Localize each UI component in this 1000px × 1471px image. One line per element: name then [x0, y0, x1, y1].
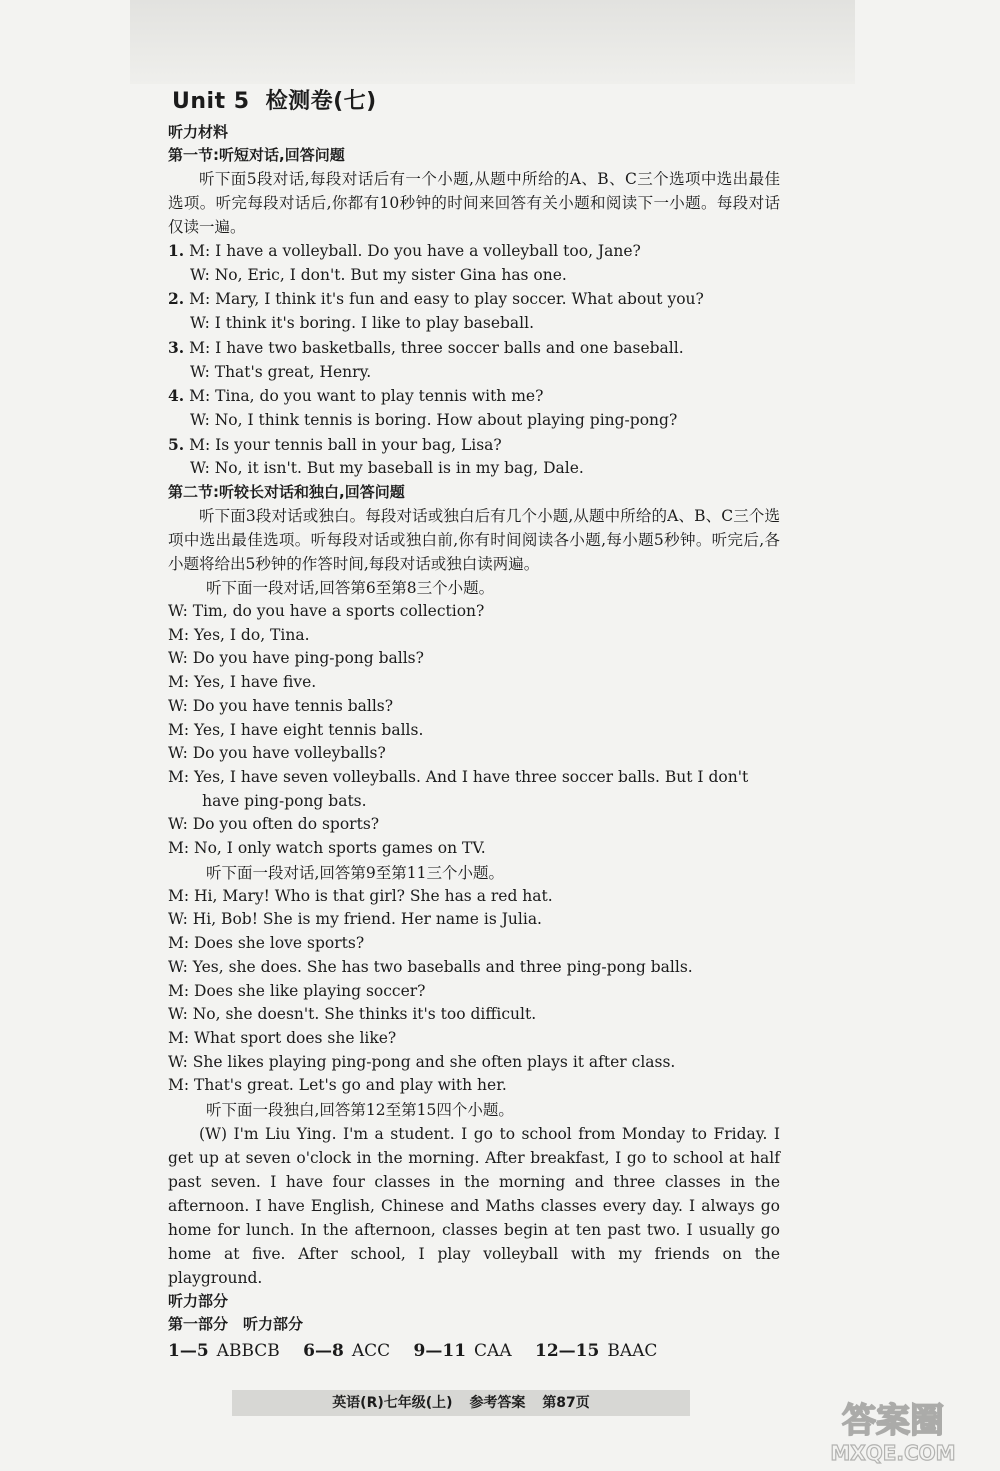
dialog-line: W: Do you have volleyballs?	[168, 744, 386, 763]
dialog-line: W: Tim, do you have a sports collection?	[168, 602, 485, 621]
answer-range: 12—15	[535, 1341, 600, 1362]
part1-instructions: 听下面5段对话,每段对话后有一个小题,从题中所给的A、B、C三个选项中选出最佳选项。听完每段对话后,你都有10秒钟的时间来回答有关小题和阅读下一小题。每段对话仅读一遍。	[168, 170, 780, 236]
dialog2	[168, 885, 780, 1098]
part2-heading: 第二节:听较长对话和独白,回答问题	[168, 483, 405, 502]
dialog-line: W: Yes, she does. She has two baseballs and three ping-pong balls.	[168, 957, 693, 976]
watermark-logo	[808, 1388, 978, 1468]
item-1-m: 1. M: I have a volleyball. Do you have a volleyball too, Jane?	[168, 241, 641, 260]
item-2-m: 2. M: Mary, I think it's fun and easy to play soccer. What about you?	[168, 289, 704, 309]
dialog-line: M: Yes, I do, Tina.	[168, 625, 310, 644]
test-name: 检测卷(七)	[265, 89, 377, 114]
dialog-line: W: No, she doesn't. She thinks it's too difficult.	[168, 1005, 537, 1024]
item-4-w: W: No, I think tennis is boring. How about playing ping-pong?	[190, 410, 678, 429]
footer-doc: 参考答案	[469, 1395, 526, 1411]
answer-page	[168, 84, 780, 1364]
answer-range: 6—8	[303, 1341, 344, 1362]
dialog1-intro: 听下面一段对话,回答第6至第8三个小题。	[206, 579, 495, 598]
item-4-m: 4. M: Tina, do you want to play tennis with me?	[168, 386, 544, 406]
dialog-line: M: Yes, I have eight tennis balls.	[168, 720, 424, 739]
answer-range: 9—11	[413, 1341, 467, 1362]
section-label: 听力材料	[168, 123, 229, 141]
dialog1	[168, 600, 780, 861]
dialog-line: M: That's great. Let's go and play with her.	[168, 1076, 507, 1095]
dialog-line: M: Does she love sports?	[168, 934, 365, 953]
dialog-line: W: Do you have tennis balls?	[168, 696, 394, 715]
svg-text:MXQE.COM: MXQE.COM	[830, 1441, 956, 1465]
answer-value: BAAC	[607, 1341, 658, 1362]
scan-shadow	[130, 0, 855, 84]
answers-section: 听力部分	[168, 1292, 229, 1311]
item-1-w: W: No, Eric, I don't. But my sister Gina has one.	[190, 265, 567, 284]
dialog-line: M: Yes, I have five.	[168, 673, 317, 692]
svg-text:答案圈: 答案圈	[842, 1401, 944, 1441]
item-2-w: W: I think it's boring. I like to play baseball.	[190, 314, 535, 333]
footer-subject: 英语(R)七年级(上)	[332, 1395, 453, 1411]
item-3-w: W: That's great, Henry.	[190, 362, 372, 381]
page-title	[172, 84, 780, 115]
unit-label: Unit 5	[172, 89, 250, 114]
dialog-line: W: Do you often do sports?	[168, 815, 380, 834]
answer-range: 1—5	[168, 1341, 209, 1362]
answer-value: ACC	[351, 1341, 391, 1362]
dialog-line: W: Hi, Bob! She is my friend. Her name is Julia.	[168, 910, 542, 929]
item-5-w: W: No, it isn't. But my baseball is in my bag, Dale.	[190, 459, 584, 478]
answer-value: ABBCB	[216, 1341, 280, 1362]
answers-subsection: 第一部分 听力部分	[168, 1315, 304, 1334]
footer-page: 第87页	[542, 1395, 590, 1411]
part1-heading: 第一节:听短对话,回答问题	[168, 146, 345, 164]
dialog-line: W: Do you have ping-pong balls?	[168, 649, 424, 668]
item-3-m: 3. M: I have two basketballs, three soccer balls and one baseball.	[168, 337, 684, 357]
dialog-line: M: No, I only watch sports games on TV.	[168, 839, 486, 858]
dialog-line: M: What sport does she like?	[168, 1028, 397, 1047]
monologue-intro: 听下面一段独白,回答第12至第15四个小题。	[206, 1101, 514, 1120]
part2-instructions: 听下面3段对话或独白。每段对话或独白后有几个小题,从题中所给的A、B、C三个选项中选出最佳选项。听每段对话或独白前,你有时间阅读各小题,每小题5秒钟。听完后,各小题将给出5秒钟的作答时间,每段对话或独白读两遍。	[168, 507, 780, 574]
dialog-line: M: Yes, I have seven volleyballs. And I have three soccer balls. But I don't have ping-pong bats.	[168, 767, 749, 810]
dialog-line: M: Hi, Mary! Who is that girl? She has a red hat.	[168, 886, 553, 905]
dialog-line: M: Does she like playing soccer?	[168, 981, 426, 1000]
dialog-line: W: She likes playing ping-pong and she often plays it after class.	[168, 1052, 676, 1071]
dialog2-intro: 听下面一段对话,回答第9至第11三个小题。	[206, 863, 505, 882]
page-footer	[232, 1390, 690, 1416]
item-5-m: 5. M: Is your tennis ball in your bag, Lisa?	[168, 434, 502, 454]
part1-items	[168, 239, 780, 481]
monologue: (W) I'm Liu Ying. I'm a student. I go to school from Monday to Friday. I get up at seven o'clock in the morning. After breakfast, I go to school at half past seven. I have four classes in the morning and three classes in the afternoon. I have English, Chinese and Maths classes every day. I always go home for lunch. In the afternoon, classes begin at ten past two. I usually go home at five. After school, I play volleyball with my friends on the playground.	[168, 1125, 780, 1288]
answer-key	[168, 1338, 780, 1364]
answer-value: CAA	[474, 1341, 512, 1362]
